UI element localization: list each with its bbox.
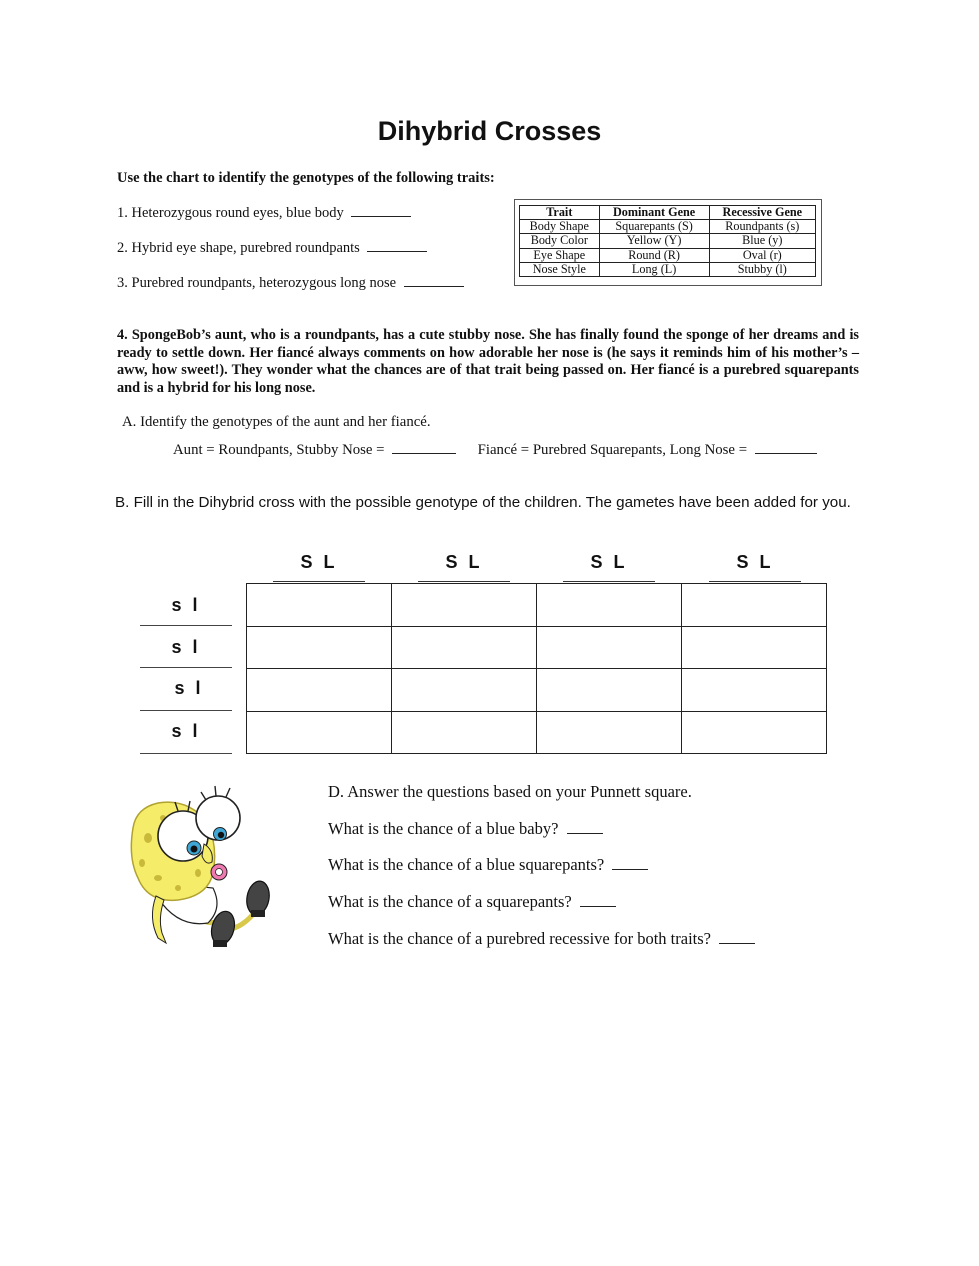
chart-cell: Eye Shape <box>520 248 600 262</box>
page-title: Dihybrid Crosses <box>377 116 602 146</box>
chart-cell: Roundpants (s) <box>709 220 815 234</box>
aunt-genotype-blank[interactable] <box>392 452 456 454</box>
punnett-row <box>247 669 827 712</box>
punnett-square <box>246 583 827 754</box>
top-gamete-2: S L <box>445 552 483 572</box>
punnett-row <box>247 711 827 754</box>
punnett-cell[interactable] <box>392 711 537 754</box>
question-1-answer-blank[interactable] <box>351 215 411 217</box>
part-d-question-2-text: What is the chance of a blue squarepants? <box>328 855 605 874</box>
top-gamete-3: S L <box>590 552 628 572</box>
question-3-text: 3. Purebred roundpants, heterozygous long nose <box>117 275 397 291</box>
punnett-cell[interactable] <box>682 626 827 669</box>
punnett-cell[interactable] <box>682 711 827 754</box>
chart-row <box>520 220 816 234</box>
chart-cell: Yellow (Y) <box>599 234 709 248</box>
side-gamete-2: s l <box>171 637 201 657</box>
punnett-cell[interactable] <box>392 626 537 669</box>
question-4-paragraph: 4. SpongeBob’s aunt, who is a roundpants, has a cute stubby nose. She has finally found the sponge of her dreams and is ready to settle down. Her fiancé always comments on how adorable her nose is (he says it reminds him of his mother’s – aww, how sweet!). They wonder what the chances are of that trait being passed on. Her fiancé is a purebred squarepants and is a hybrid for his long nose. <box>117 327 859 396</box>
punnett-cell[interactable] <box>537 626 682 669</box>
gamete-underline <box>140 753 232 755</box>
part-d-question-3-text: What is the chance of a squarepants? <box>328 892 572 911</box>
part-d-question-3 <box>328 892 616 912</box>
question-1 <box>117 205 411 222</box>
question-3 <box>117 275 464 292</box>
part-d-question-4-blank[interactable] <box>719 942 755 944</box>
gamete-underline <box>140 625 232 627</box>
question-2-text: 2. Hybrid eye shape, purebred roundpants <box>117 240 360 256</box>
question-3-answer-blank[interactable] <box>404 285 464 287</box>
part-d-question-2 <box>328 855 648 875</box>
part-d-question-1-blank[interactable] <box>567 832 603 834</box>
side-gamete-3: s l <box>174 678 204 698</box>
baby-spongebob-illustration <box>118 778 278 963</box>
part-a-answers <box>173 442 817 459</box>
question-2 <box>117 240 427 257</box>
punnett-row <box>247 626 827 669</box>
part-d-question-1-text: What is the chance of a blue baby? <box>328 819 559 838</box>
part-d-question-4-text: What is the chance of a purebred recessive for both traits? <box>328 929 711 948</box>
chart-row <box>520 248 816 262</box>
punnett-cell[interactable] <box>247 669 392 712</box>
part-d-question-1 <box>328 819 603 839</box>
chart-cell: Long (L) <box>599 262 709 276</box>
punnett-cell[interactable] <box>392 669 537 712</box>
fiance-genotype-blank[interactable] <box>755 452 817 454</box>
punnett-cell[interactable] <box>392 584 537 627</box>
punnett-cell[interactable] <box>247 711 392 754</box>
question-2-answer-blank[interactable] <box>367 250 427 252</box>
chart-cell: Oval (r) <box>709 248 815 262</box>
punnett-cell[interactable] <box>537 669 682 712</box>
trait-chart-box <box>514 199 822 286</box>
part-d-prompt: D. Answer the questions based on your Punnett square. <box>328 782 692 801</box>
chart-cell: Stubby (l) <box>709 262 815 276</box>
chart-cell: Nose Style <box>520 262 600 276</box>
gamete-underline <box>140 667 232 669</box>
top-gamete-1: S L <box>300 552 338 572</box>
chart-header-trait: Trait <box>520 206 600 220</box>
fiance-label: Fiancé = Purebred Squarepants, Long Nose = <box>477 442 748 458</box>
part-a-prompt: A. Identify the genotypes of the aunt and her fiancé. <box>122 414 431 430</box>
chart-row <box>520 262 816 276</box>
punnett-cell[interactable] <box>537 584 682 627</box>
part-d-question-4 <box>328 929 755 949</box>
punnett-cell[interactable] <box>682 669 827 712</box>
chart-header-recessive: Recessive Gene <box>709 206 815 220</box>
question-1-text: 1. Heterozygous round eyes, blue body <box>117 205 344 221</box>
chart-cell: Squarepants (S) <box>599 220 709 234</box>
chart-cell: Body Shape <box>520 220 600 234</box>
part-d-question-2-blank[interactable] <box>612 868 648 870</box>
punnett-cell[interactable] <box>247 626 392 669</box>
gamete-underline <box>140 710 232 712</box>
instructions: Use the chart to identify the genotypes of the following traits: <box>117 170 495 186</box>
chart-cell: Blue (y) <box>709 234 815 248</box>
top-gamete-4: S L <box>736 552 774 572</box>
punnett-cell[interactable] <box>682 584 827 627</box>
chart-row <box>520 234 816 248</box>
aunt-label: Aunt = Roundpants, Stubby Nose = <box>173 442 385 458</box>
side-gamete-1: s l <box>171 595 201 615</box>
punnett-cell[interactable] <box>247 584 392 627</box>
chart-header-dominant: Dominant Gene <box>599 206 709 220</box>
chart-cell: Body Color <box>520 234 600 248</box>
punnett-row <box>247 584 827 627</box>
chart-cell: Round (R) <box>599 248 709 262</box>
punnett-cell[interactable] <box>537 711 682 754</box>
trait-chart <box>519 205 816 277</box>
side-gamete-4: s l <box>171 721 201 741</box>
part-b-prompt: B. Fill in the Dihybrid cross with the possible genotype of the children. The gametes have been added for you. <box>115 494 851 511</box>
part-d-question-3-blank[interactable] <box>580 905 616 907</box>
